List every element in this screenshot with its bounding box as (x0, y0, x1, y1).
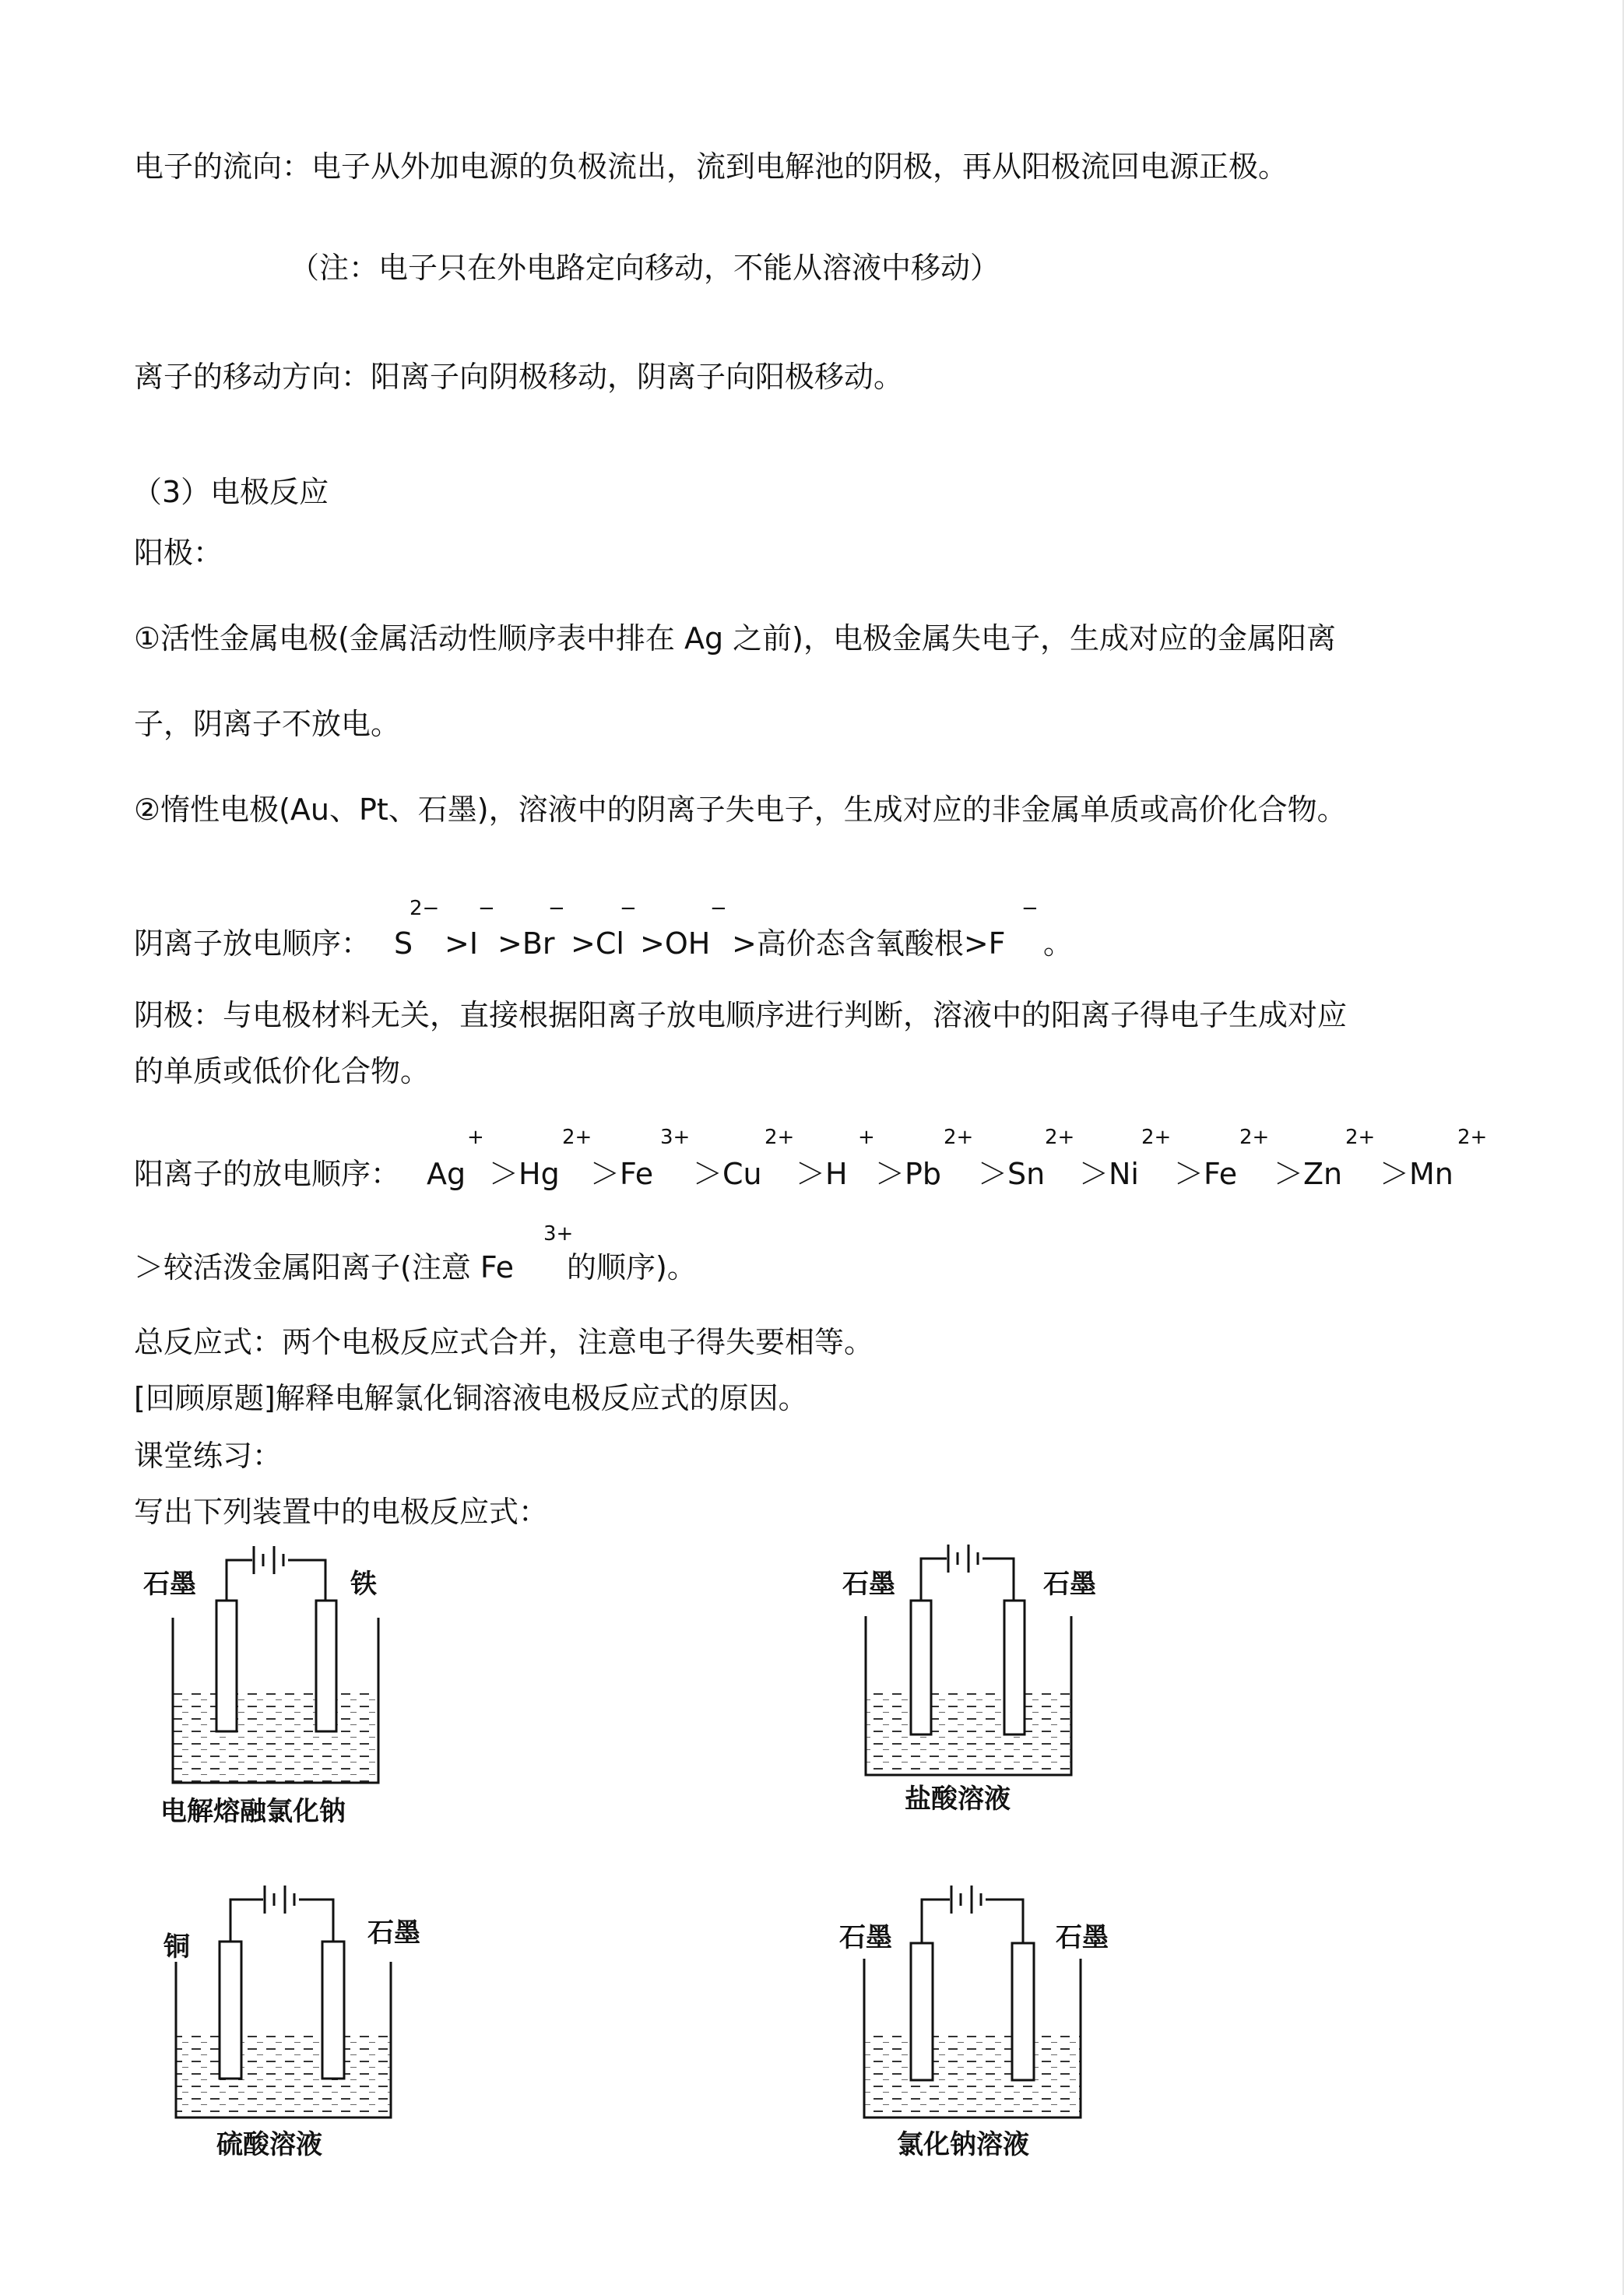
electrolyte (173, 1691, 378, 1783)
cation-line2-prefix: ＞较活泼金属阳离子(注意 Fe (134, 1250, 515, 1285)
left-electrode-label: 石墨 (842, 1569, 895, 1600)
right-electrode-label: 石墨 (1043, 1569, 1096, 1600)
anion-charge: − (548, 897, 565, 920)
wire (288, 1560, 325, 1601)
wire (299, 1900, 333, 1942)
electrolyte (866, 1689, 1071, 1775)
electrolysis-diagram-3 (153, 1868, 480, 2164)
right-electrode-label: 铁 (350, 1569, 377, 1600)
right-electrode-label: 石墨 (1056, 1922, 1109, 1953)
electrolyte (176, 2032, 391, 2118)
diagram-caption: 硫酸溶液 (216, 2129, 322, 2160)
anion-charge: − (1021, 897, 1039, 920)
left-electrode (911, 1601, 931, 1734)
right-electrode-label: 石墨 (367, 1917, 420, 1949)
left-electrode-label: 石墨 (839, 1922, 892, 1953)
cation-ion: ＞Pb (875, 1157, 942, 1191)
wire (922, 1900, 950, 1943)
cathode-line1: 阴极：与电极材料无关，直接根据阳离子放电顺序进行判断，溶液中的阳离子得电子生成对应 (134, 998, 1348, 1032)
anion-charge: − (710, 897, 727, 920)
total-reaction-text: 总反应式：两个电极反应式合并，注意电子得失要相等。 (134, 1325, 874, 1359)
battery-icon (951, 1886, 981, 1914)
cation-ion: Ag (427, 1157, 466, 1191)
battery-icon (948, 1545, 978, 1573)
anode-item1-line2: 子，阴离子不放电。 (134, 707, 401, 741)
right-electrode (1004, 1601, 1025, 1734)
practice-label: 课堂练习： (134, 1439, 283, 1473)
electrolysis-diagram-2 (835, 1526, 1162, 1829)
electron-note-text: （注：电子只在外电路定向移动，不能从溶液中移动） (290, 251, 1000, 285)
cation-charge: 2+ (1345, 1126, 1376, 1149)
review-text: [回顾原题]解释电解氯化铜溶液电极反应式的原因。 (134, 1381, 808, 1415)
cation-charge: 2+ (765, 1126, 795, 1149)
anion-end: 。 (1043, 926, 1074, 961)
battery-icon (265, 1886, 294, 1914)
section-title: （3）电极反应 (132, 475, 329, 509)
electrolysis-diagram-4 (835, 1868, 1162, 2164)
right-electrode (322, 1942, 344, 2079)
left-electrode (220, 1942, 241, 2079)
cation-charge: 2+ (562, 1126, 592, 1149)
cation-ion: ＞Ni (1079, 1157, 1139, 1191)
anion-charge: 2− (410, 897, 440, 920)
cation-order-label: 阳离子的放电顺序： (134, 1157, 401, 1191)
ion-direction-text: 离子的移动方向：阳离子向阴极移动，阴离子向阳极移动。 (134, 360, 904, 394)
left-electrode (911, 1943, 933, 2080)
cation-ion: ＞Fe (590, 1157, 654, 1191)
cation-ion: ＞Fe (1174, 1157, 1238, 1191)
diagram-caption: 盐酸溶液 (905, 1784, 1011, 1815)
cation-charge: 3+ (660, 1126, 691, 1149)
anion-ion: >Br (497, 926, 555, 961)
anion-ion: >OH (640, 926, 711, 961)
diagram-caption: 电解熔融氯化钠 (160, 1796, 346, 1827)
electrolyte (864, 2032, 1081, 2118)
anion-ion: >高价态含氧酸根>F (732, 926, 1006, 961)
wire (982, 1559, 1014, 1601)
practice-prompt: 写出下列装置中的电极反应式： (134, 1495, 549, 1529)
anion-order-label: 阴离子放电顺序： (134, 926, 371, 961)
left-electrode-label: 铜 (163, 1931, 190, 1963)
cation-line2-charge: 3+ (543, 1222, 574, 1246)
wire (986, 1900, 1023, 1943)
wire (921, 1559, 947, 1601)
cation-ion: ＞Sn (978, 1157, 1046, 1191)
anion-ion: S (394, 926, 413, 961)
cation-ion: ＞Cu (693, 1157, 762, 1191)
battery-icon (254, 1546, 283, 1574)
wire (227, 1560, 252, 1601)
cation-ion: ＞Mn (1380, 1157, 1454, 1191)
anode-item2: ②惰性电极(Au、Pt、石墨)，溶液中的阴离子失电子，生成对应的非金属单质或高价化合物。 (134, 793, 1347, 827)
electrolysis-diagram-1 (134, 1526, 461, 1829)
left-electrode-label: 石墨 (143, 1569, 196, 1600)
cation-charge: 2+ (1045, 1126, 1075, 1149)
cation-ion: ＞Zn (1274, 1157, 1343, 1191)
cation-ion: ＞H (796, 1157, 848, 1191)
left-electrode (216, 1601, 237, 1731)
anion-charge: − (478, 897, 495, 920)
cation-charge: + (467, 1126, 484, 1149)
cation-charge: 2+ (1141, 1126, 1172, 1149)
cation-charge: 2+ (1457, 1126, 1488, 1149)
cation-charge: + (858, 1126, 875, 1149)
wire (230, 1900, 263, 1942)
cation-charge: 2+ (944, 1126, 974, 1149)
cathode-line2: 的单质或低价化合物。 (134, 1054, 431, 1088)
anion-ion: >I (445, 926, 479, 961)
cation-ion: ＞Hg (489, 1157, 560, 1191)
cation-charge: 2+ (1239, 1126, 1270, 1149)
anion-ion: >Cl (571, 926, 624, 961)
diagram-caption: 氯化钠溶液 (897, 2129, 1029, 2160)
right-electrode (316, 1601, 336, 1731)
anion-charge: − (620, 897, 637, 920)
anode-label: 阳极： (134, 536, 223, 570)
electron-flow-text: 电子的流向：电子从外加电源的负极流出，流到电解池的阴极，再从阳极流回电源正极。 (134, 149, 1288, 184)
right-electrode (1012, 1943, 1034, 2080)
anode-item1-line1: ①活性金属电极(金属活动性顺序表中排在 Ag 之前)，电极金属失电子，生成对应的金属阳离 (134, 621, 1336, 655)
cation-line2-suffix: 的顺序)。 (567, 1250, 697, 1285)
